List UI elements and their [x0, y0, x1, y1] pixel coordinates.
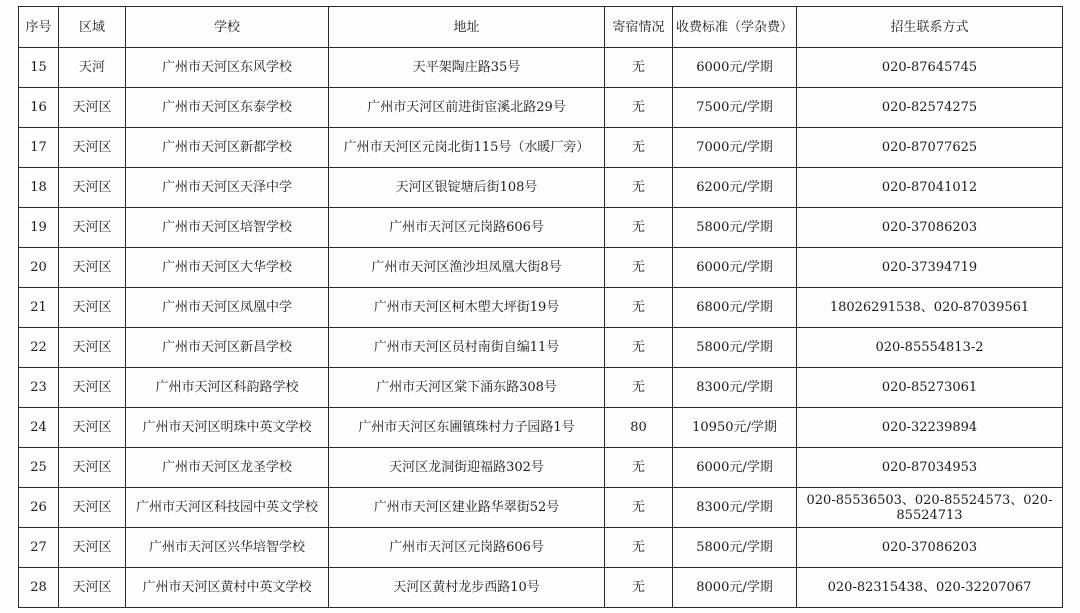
- cell-district: 天河: [59, 48, 126, 88]
- header-fee: 收费标准（学杂费）: [673, 7, 797, 48]
- cell-district: 天河区: [59, 528, 126, 568]
- cell-fee: 8300元/学期: [673, 488, 797, 528]
- table-row: [19, 288, 1063, 328]
- cell-boarding: 80: [605, 408, 673, 448]
- cell-fee: 8000元/学期: [673, 568, 797, 608]
- cell-address: 广州市天河区建业路华翠街52号: [329, 488, 605, 528]
- cell-contact: 020-37086203: [797, 208, 1063, 248]
- header-district: 区域: [59, 7, 126, 48]
- school-table: [18, 6, 1063, 608]
- cell-boarding: 无: [605, 328, 673, 368]
- cell-contact: 020-85273061: [797, 368, 1063, 408]
- cell-school: 广州市天河区天泽中学: [126, 168, 329, 208]
- cell-fee: 5800元/学期: [673, 208, 797, 248]
- cell-contact: 020-32239894: [797, 408, 1063, 448]
- cell-district: 天河区: [59, 368, 126, 408]
- cell-school: 广州市天河区大华学校: [126, 248, 329, 288]
- cell-no: 15: [19, 48, 59, 88]
- cell-school: 广州市天河区龙圣学校: [126, 448, 329, 488]
- cell-district: 天河区: [59, 168, 126, 208]
- header-school: 学校: [126, 7, 329, 48]
- cell-district: 天河区: [59, 488, 126, 528]
- cell-school: 广州市天河区培智学校: [126, 208, 329, 248]
- cell-no: 24: [19, 408, 59, 448]
- cell-contact: 020-37086203: [797, 528, 1063, 568]
- cell-district: 天河区: [59, 208, 126, 248]
- cell-no: 16: [19, 88, 59, 128]
- cell-no: 28: [19, 568, 59, 608]
- cell-school: 广州市天河区科韵路学校: [126, 368, 329, 408]
- table-row: [19, 448, 1063, 488]
- table-row: [19, 408, 1063, 448]
- header-address: 地址: [329, 7, 605, 48]
- cell-contact: 020-87041012: [797, 168, 1063, 208]
- table-row: [19, 248, 1063, 288]
- cell-fee: 6200元/学期: [673, 168, 797, 208]
- cell-district: 天河区: [59, 408, 126, 448]
- cell-boarding: 无: [605, 88, 673, 128]
- cell-district: 天河区: [59, 288, 126, 328]
- cell-school: 广州市天河区凤凰中学: [126, 288, 329, 328]
- cell-contact: 020-85536503、020-85524573、020-85524713: [797, 488, 1063, 528]
- cell-boarding: 无: [605, 248, 673, 288]
- cell-contact: 020-85554813-2: [797, 328, 1063, 368]
- cell-fee: 6000元/学期: [673, 448, 797, 488]
- cell-no: 27: [19, 528, 59, 568]
- cell-boarding: 无: [605, 168, 673, 208]
- cell-address: 天河区黄村龙步西路10号: [329, 568, 605, 608]
- cell-no: 22: [19, 328, 59, 368]
- cell-address: 广州市天河区元岗北街115号（水暖厂旁）: [329, 128, 605, 168]
- cell-school: 广州市天河区黄村中英文学校: [126, 568, 329, 608]
- cell-school: 广州市天河区兴华培智学校: [126, 528, 329, 568]
- table-row: [19, 488, 1063, 528]
- header-no: 序号: [19, 7, 59, 48]
- cell-contact: 020-82315438、020-32207067: [797, 568, 1063, 608]
- cell-boarding: 无: [605, 288, 673, 328]
- table-header-row: [19, 7, 1063, 48]
- cell-school: 广州市天河区新都学校: [126, 128, 329, 168]
- cell-fee: 7000元/学期: [673, 128, 797, 168]
- header-contact: 招生联系方式: [797, 7, 1063, 48]
- cell-district: 天河区: [59, 128, 126, 168]
- cell-no: 18: [19, 168, 59, 208]
- cell-no: 20: [19, 248, 59, 288]
- cell-fee: 6800元/学期: [673, 288, 797, 328]
- cell-district: 天河区: [59, 568, 126, 608]
- cell-boarding: 无: [605, 48, 673, 88]
- cell-boarding: 无: [605, 528, 673, 568]
- cell-address: 广州市天河区渔沙坦凤凰大街8号: [329, 248, 605, 288]
- cell-boarding: 无: [605, 488, 673, 528]
- cell-address: 广州市天河区元岗路606号: [329, 208, 605, 248]
- cell-address: 广州市天河区东圃镇珠村力子园路1号: [329, 408, 605, 448]
- cell-district: 天河区: [59, 448, 126, 488]
- cell-contact: 020-87034953: [797, 448, 1063, 488]
- cell-boarding: 无: [605, 208, 673, 248]
- cell-fee: 8300元/学期: [673, 368, 797, 408]
- table-row: [19, 368, 1063, 408]
- cell-address: 广州市天河区柯木塱大坪街19号: [329, 288, 605, 328]
- cell-boarding: 无: [605, 368, 673, 408]
- cell-address: 天平架陶庄路35号: [329, 48, 605, 88]
- table-row: [19, 128, 1063, 168]
- table-row: [19, 528, 1063, 568]
- cell-contact: 020-87645745: [797, 48, 1063, 88]
- cell-fee: 6000元/学期: [673, 48, 797, 88]
- table-row: [19, 48, 1063, 88]
- cell-no: 19: [19, 208, 59, 248]
- cell-fee: 6000元/学期: [673, 248, 797, 288]
- table-row: [19, 568, 1063, 608]
- cell-no: 21: [19, 288, 59, 328]
- cell-school: 广州市天河区新昌学校: [126, 328, 329, 368]
- cell-no: 25: [19, 448, 59, 488]
- cell-no: 26: [19, 488, 59, 528]
- cell-school: 广州市天河区科技园中英文学校: [126, 488, 329, 528]
- cell-address: 广州市天河区员村南街自编11号: [329, 328, 605, 368]
- cell-contact: 020-37394719: [797, 248, 1063, 288]
- cell-address: 广州市天河区前进街宦溪北路29号: [329, 88, 605, 128]
- table-row: [19, 208, 1063, 248]
- cell-boarding: 无: [605, 448, 673, 488]
- cell-contact: 020-82574275: [797, 88, 1063, 128]
- cell-address: 天河区龙洞街迎福路302号: [329, 448, 605, 488]
- table-row: [19, 328, 1063, 368]
- cell-contact: 18026291538、020-87039561: [797, 288, 1063, 328]
- cell-fee: 5800元/学期: [673, 528, 797, 568]
- cell-fee: 5800元/学期: [673, 328, 797, 368]
- cell-district: 天河区: [59, 248, 126, 288]
- cell-school: 广州市天河区明珠中英文学校: [126, 408, 329, 448]
- table-row: [19, 168, 1063, 208]
- cell-fee: 10950元/学期: [673, 408, 797, 448]
- cell-address: 广州市天河区元岗路606号: [329, 528, 605, 568]
- cell-district: 天河区: [59, 88, 126, 128]
- header-boarding: 寄宿情况: [605, 7, 673, 48]
- cell-boarding: 无: [605, 128, 673, 168]
- cell-no: 17: [19, 128, 59, 168]
- cell-contact: 020-87077625: [797, 128, 1063, 168]
- cell-district: 天河区: [59, 328, 126, 368]
- cell-no: 23: [19, 368, 59, 408]
- cell-address: 广州市天河区棠下涌东路308号: [329, 368, 605, 408]
- table-row: [19, 88, 1063, 128]
- cell-boarding: 无: [605, 568, 673, 608]
- cell-school: 广州市天河区东泰学校: [126, 88, 329, 128]
- cell-fee: 7500元/学期: [673, 88, 797, 128]
- cell-school: 广州市天河区东风学校: [126, 48, 329, 88]
- cell-address: 天河区银锭塘后街108号: [329, 168, 605, 208]
